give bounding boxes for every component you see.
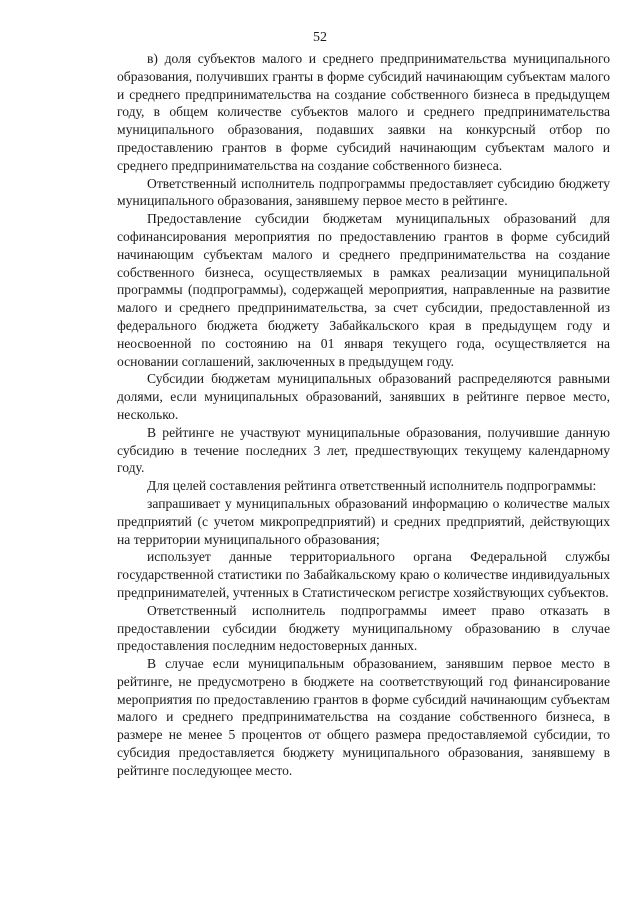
paragraph-rating-purpose: Для целей составления рейтинга ответственный исполнитель подпрограммы: (147, 478, 597, 494)
paragraph-rating-exclusion: В рейтинге не участвуют муниципальные образования, получившие данную субсидию в течение последних 3 лет, предшествующих текущему календарному году. (117, 424, 610, 476)
document-body (117, 50, 610, 780)
paragraph-next-place: В случае если муниципальным образованием, занявшим первое место в рейтинге, не предусмотрено в бюджете на соответствующий год финансирование мероприятия по предоставлению грантов в форме субсидий начинающим субъектам малого и среднего предпринимательства на создание собственного бизнеса, в размере не менее 5 процентов от общего размера предоставляемой субсидии, то субсидия предоставляется бюджету муниципального образования, занявшему в рейтинге последующее место. (117, 656, 610, 778)
page-number: 52 (313, 30, 327, 45)
paragraph-cofinancing: Предоставление субсидии бюджетам муниципальных образований для софинансирования мероприятия по предоставлению грантов в форме субсидий начинающим субъектам малого и среднего предпринимательства на создание собственного бизнеса, осуществляемых в рамках реализации муниципальной программы (подпрограммы), содержащей мероприятия, направленные на развитие малого и среднего предпринимательства, за счет субсидии, предоставленной из федерального бюджета бюджету Забайкальского края в предыдущем году и неосвоенной по состоянию на 01 января текущего года, осуществляется на основании соглашений, заключенных в предыдущем году. (117, 211, 610, 369)
paragraph-right-to-refuse: Ответственный исполнитель подпрограммы имеет право отказать в предоставлении субсидии бюджету муниципальному образованию в случае предоставления последним недостоверных данных. (117, 602, 610, 654)
paragraph-requests-info: запрашивает у муниципальных образований информацию о количестве малых предприятий (с учетом микропредприятий) и средних предприятий, действующих на территории муниципального образования; (117, 495, 610, 547)
paragraph-subsidy-first-place: Ответственный исполнитель подпрограммы предоставляет субсидию бюджету муниципального образования, занявшему первое место в рейтинге. (117, 175, 610, 209)
paragraph-uses-statistics: использует данные территориального органа Федеральной службы государственной статистики по Забайкальскому краю о количестве индивидуальных предпринимателей, учтенных в Статистическом регистре хозяйствующих субъектов. (117, 549, 610, 600)
paragraph-equal-shares: Субсидии бюджетам муниципальных образований распределяются равными долями, если муниципальных образований, занявших в рейтинге первое место, несколько. (117, 371, 610, 422)
paragraph-criterion-c: в) доля субъектов малого и среднего предпринимательства муниципального образования, получивших гранты в форме субсидий начинающим субъектам малого и среднего предпринимательства на создание собственного бизнеса в предыдущем году, в общем количестве субъектов малого и среднего предпринимательства муниципального образования, подавших заявки на конкурсный отбор по предоставлению грантов в форме субсидий начинающим субъектам малого и среднего предпринимательства на создание собственного бизнеса. (117, 51, 610, 173)
